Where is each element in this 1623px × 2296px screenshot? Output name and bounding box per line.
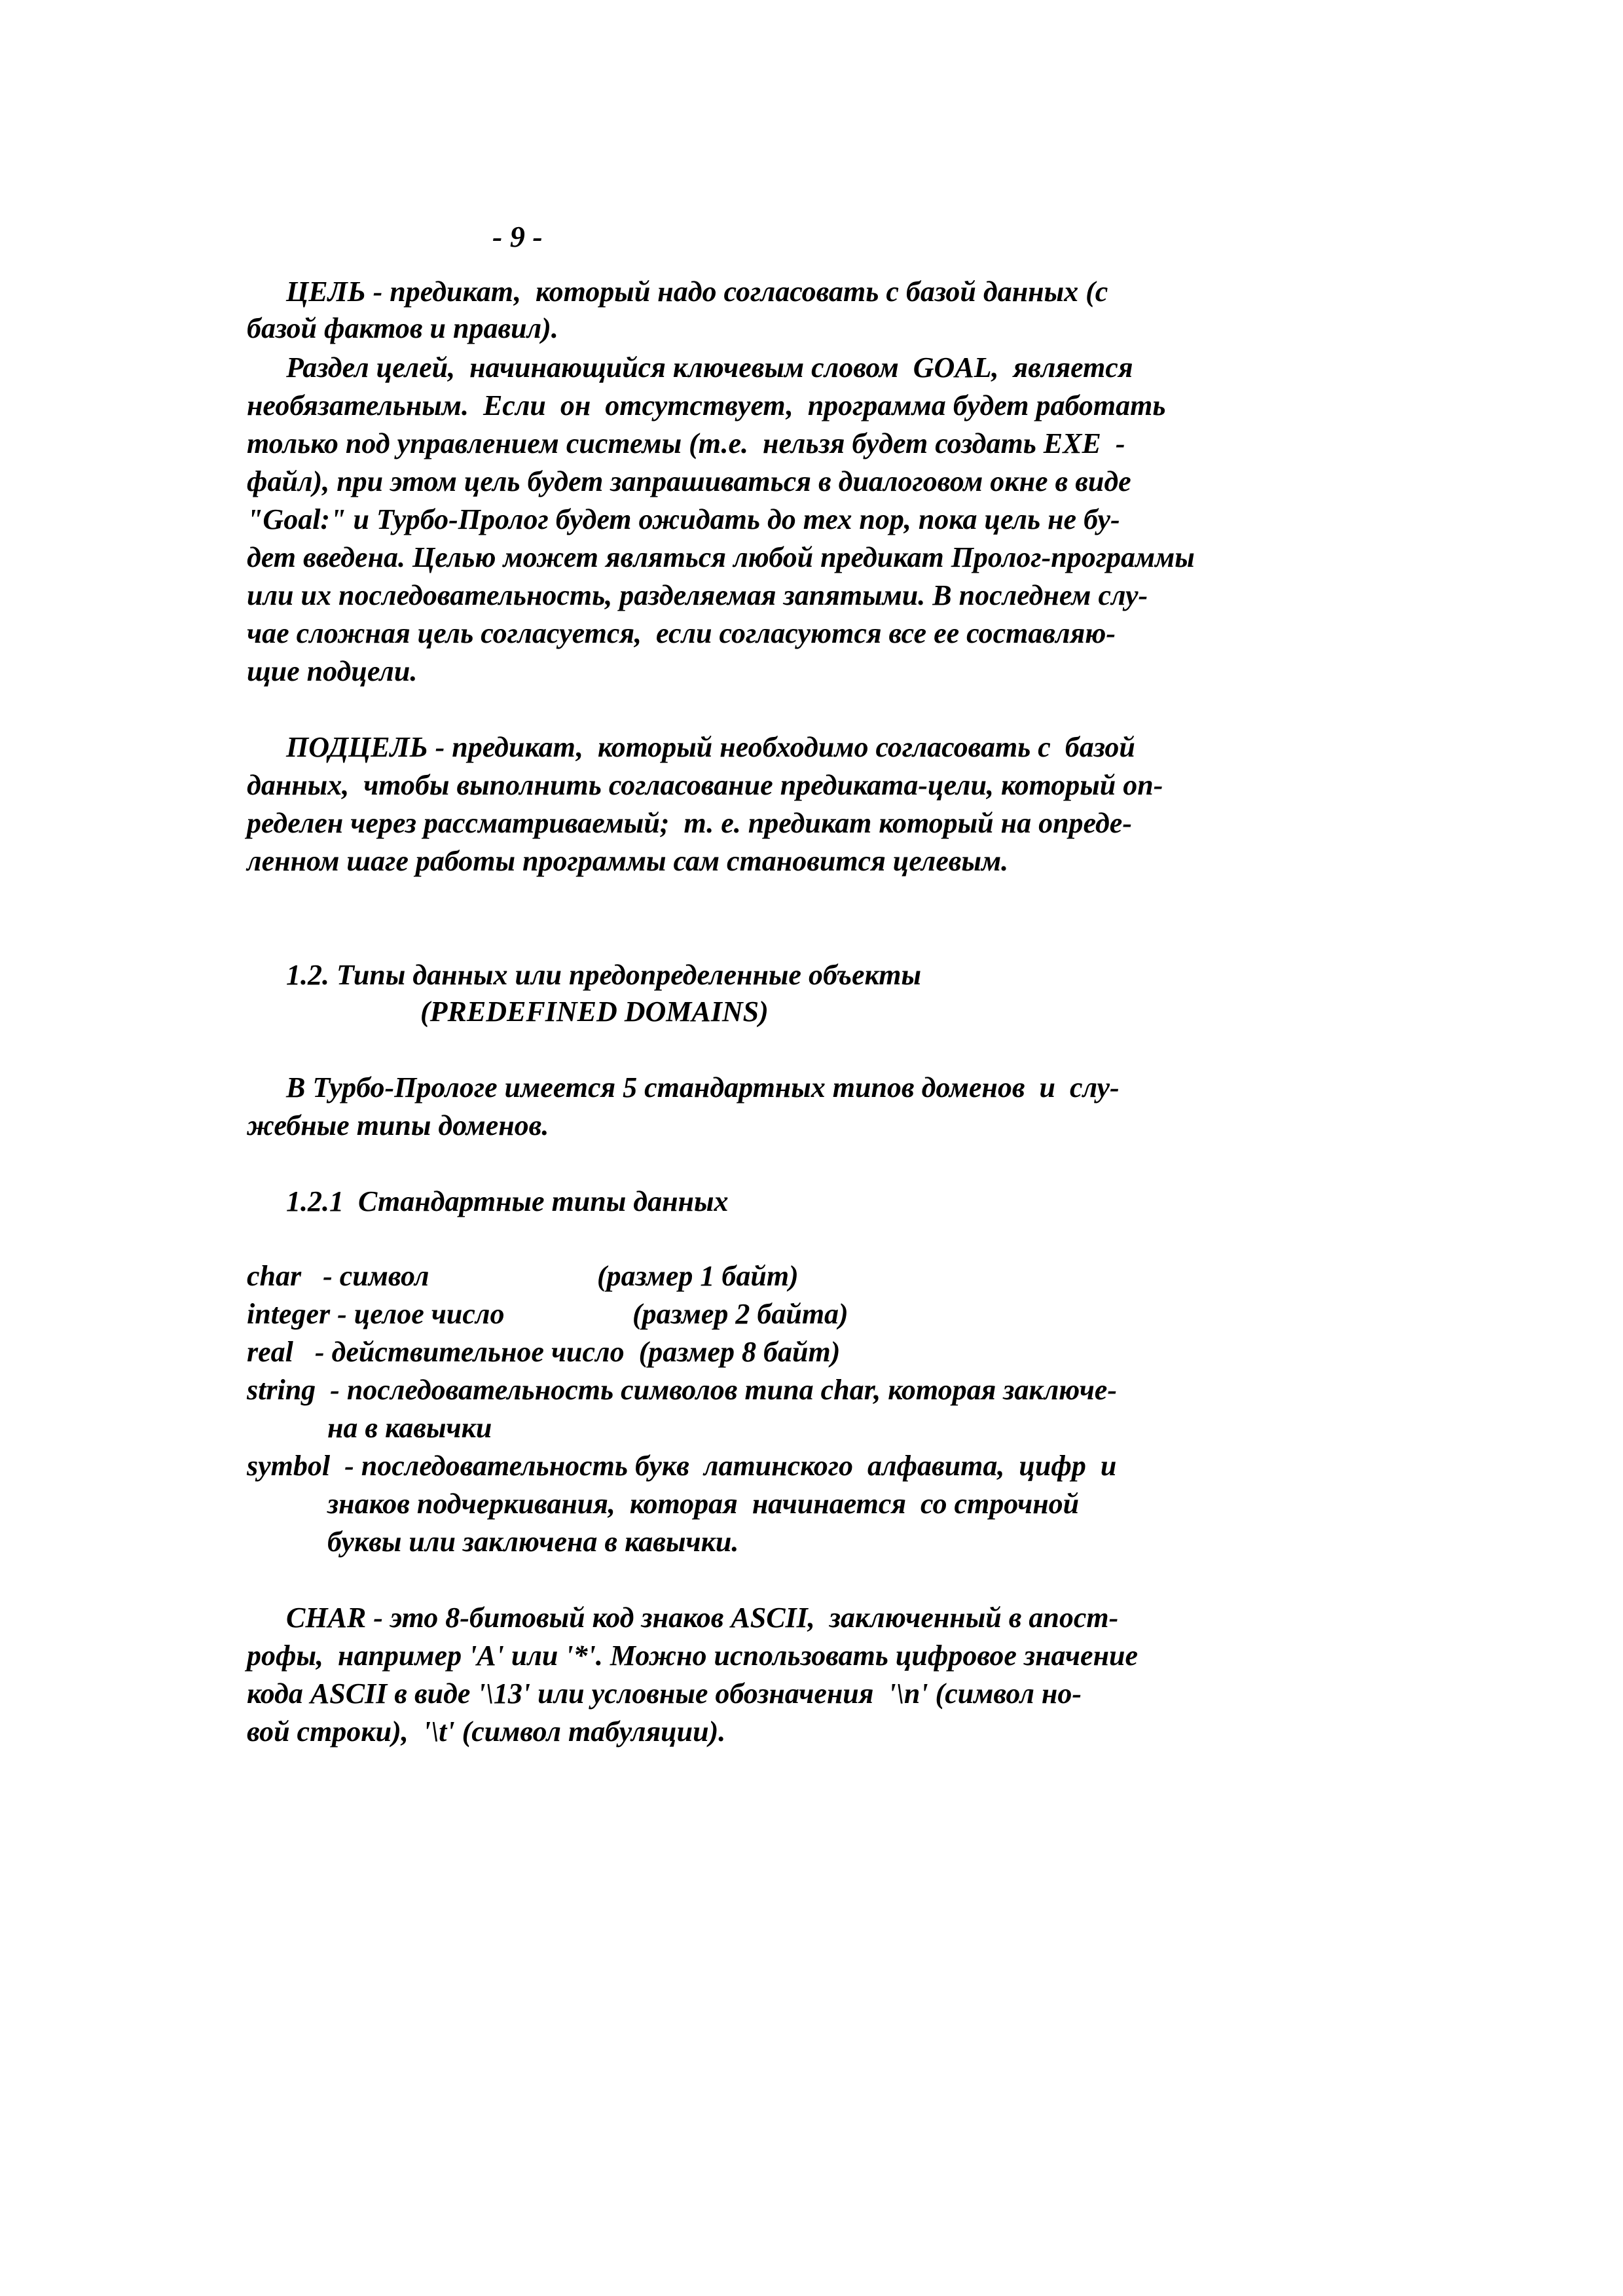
domains-intro-line: жебные типы доменов. bbox=[247, 1109, 549, 1141]
goal-section-line: или их последовательность, разделяемая запятыми. В последнем слу- bbox=[247, 579, 1148, 611]
type-symbol: symbol - последовательность букв латинского алфавита, цифр и bbox=[247, 1450, 1117, 1482]
type-integer: integer - целое число bbox=[247, 1298, 505, 1330]
subgoal-line: ленном шаге работы программы сам становится целевым. bbox=[247, 845, 1009, 877]
subgoal-line: ПОДЦЕЛЬ - предикат, который необходимо согласовать с базой bbox=[286, 731, 1135, 763]
goal-definition-line: ЦЕЛЬ - предикат, который надо согласовать с базой данных (с bbox=[286, 276, 1108, 308]
type-char: char - символ bbox=[247, 1260, 429, 1292]
page-number: - 9 - bbox=[492, 220, 543, 253]
domains-intro-line: В Турбо-Прологе имеется 5 стандартных типов доменов и слу- bbox=[286, 1071, 1120, 1103]
type-real: real - действительное число (размер 8 байт) bbox=[247, 1336, 841, 1368]
goal-section-line: "Goal:" и Турбо-Пролог будет ожидать до тех пор, пока цель не бу- bbox=[247, 503, 1120, 535]
goal-section-line: щие подцели. bbox=[247, 655, 418, 687]
type-integer-size: (размер 2 байта) bbox=[632, 1298, 848, 1330]
section-heading: 1.2. Типы данных или предопределенные объекты bbox=[286, 959, 921, 991]
goal-section-line: чае сложная цель согласуется, если согласуются все ее составляю- bbox=[247, 617, 1116, 649]
char-paragraph-line: CHAR - это 8-битовый код знаков ASCII, заключенный в апост- bbox=[286, 1602, 1119, 1634]
type-symbol-cont: знаков подчеркивания, которая начинается со строчной bbox=[327, 1488, 1080, 1520]
subsection-heading: 1.2.1 Стандартные типы данных bbox=[286, 1185, 729, 1217]
subgoal-line: данных, чтобы выполнить согласование предиката-цели, который оп- bbox=[247, 769, 1163, 801]
type-char-size: (размер 1 байт) bbox=[597, 1260, 799, 1292]
char-paragraph-line: кода ASCII в виде '\13' или условные обозначения '\n' (символ но- bbox=[247, 1677, 1082, 1710]
char-paragraph-line: рофы, например 'A' или '*'. Можно использовать цифровое значение bbox=[247, 1640, 1139, 1672]
type-string: string - последовательность символов типа char, которая заключе- bbox=[247, 1374, 1117, 1406]
type-string-cont: на в кавычки bbox=[327, 1412, 492, 1444]
char-paragraph-line: вой строки), '\t' (символ табуляции). bbox=[247, 1715, 726, 1748]
type-symbol-cont: буквы или заключена в кавычки. bbox=[327, 1526, 739, 1558]
goal-section-line: дет введена. Целью может являться любой предикат Пролог-программы bbox=[247, 541, 1195, 573]
goal-section-line: Раздел целей, начинающийся ключевым словом GOAL, является bbox=[286, 351, 1133, 384]
goal-section-line: только под управлением системы (т.е. нельзя будет создать EXE - bbox=[247, 427, 1125, 459]
goal-section-line: необязательным. Если он отсутствует, программа будет работать bbox=[247, 389, 1166, 422]
subgoal-line: ределен через рассматриваемый; т. е. предикат который на опреде- bbox=[247, 807, 1132, 839]
section-heading-english: (PREDEFINED DOMAINS) bbox=[420, 996, 769, 1028]
goal-definition-line: базой фактов и правил). bbox=[247, 312, 558, 344]
goal-section-line: файл), при этом цель будет запрашиваться в диалоговом окне в виде bbox=[247, 465, 1131, 497]
